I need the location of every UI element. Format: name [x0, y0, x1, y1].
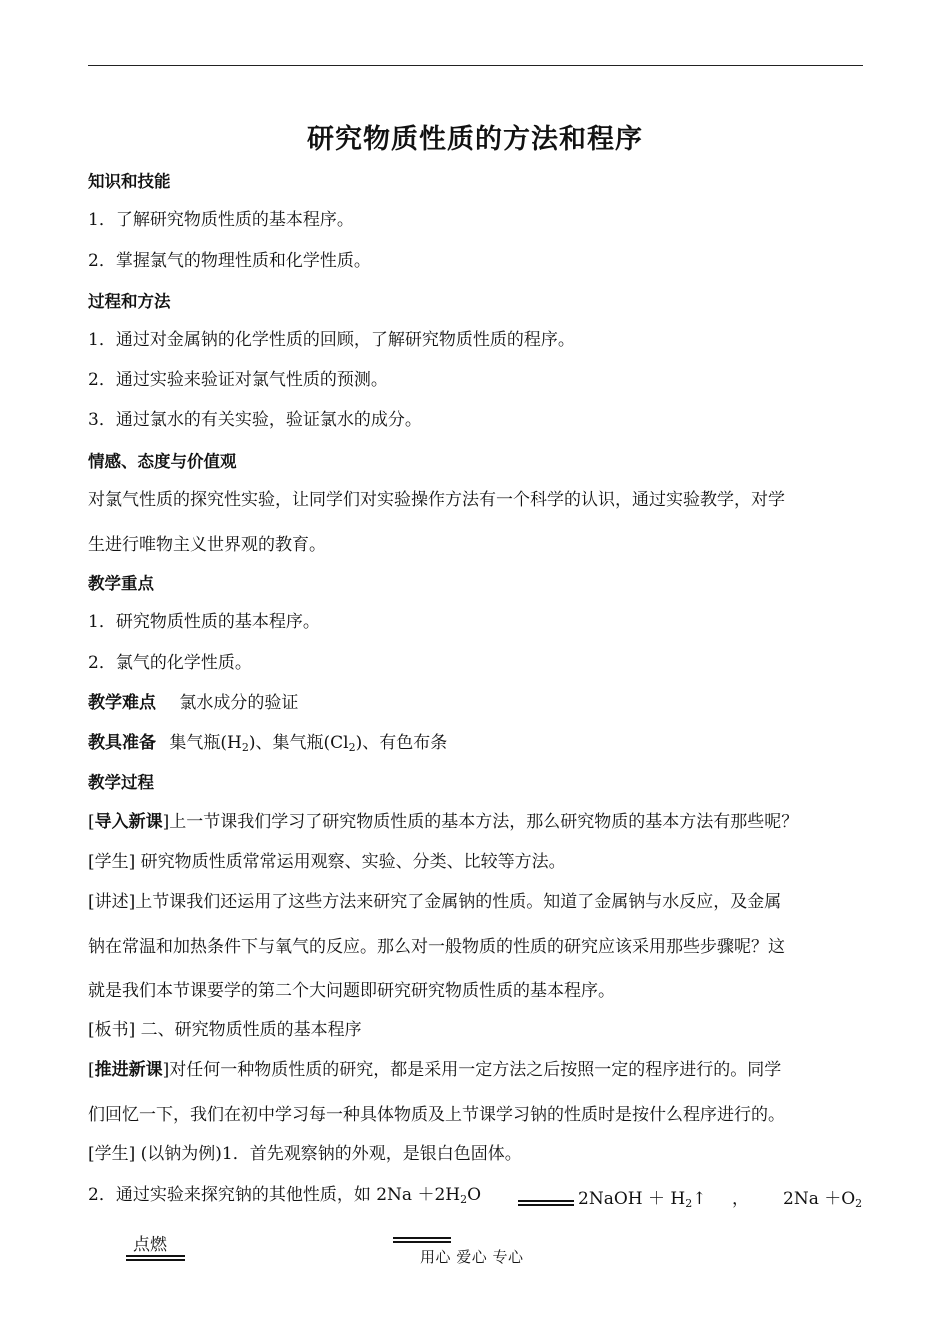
header-rule — [88, 65, 863, 66]
process-item: 2．通过实验来验证对氯气性质的预测。 — [88, 370, 388, 390]
equation-line: 2．通过实验来探究钠的其他性质，如 $2Na +2H_2O$ — [88, 1185, 482, 1206]
footer-text: 用心 爱心 专心 — [420, 1248, 524, 1266]
ignite-double-bar — [126, 1255, 185, 1261]
difficulty-text: 氯水成分的验证 — [179, 693, 299, 713]
equipment-text: 集气瓶$(H_2)$、集气瓶$(Cl_2)$、有色布条 — [169, 733, 448, 754]
equipment-label: 教具准备 — [88, 733, 156, 753]
footer-double-bar — [393, 1237, 451, 1243]
lecture-text: 钠在常温和加热条件下与氧气的反应。那么对一般物质的性质的研究应该采用那些步骤呢？这 — [88, 937, 785, 957]
advance-paragraph: [推进新课]对任何一种物质性质的研究，都是采用一定方法之后按照一定的程序进行的。同学 — [88, 1060, 782, 1080]
key-point-item: 2．氯气的化学性质。 — [88, 653, 252, 673]
page-title: 研究物质性质的方法和程序 — [307, 124, 643, 155]
intro-paragraph: [导入新课]上一节课我们学习了研究物质性质的基本方法，那么研究物质的基本方法有那些呢？ — [88, 812, 799, 832]
board-note: [板书] 二、研究物质性质的基本程序 — [88, 1020, 362, 1040]
process-item: 1．通过对金属钠的化学性质的回顾，了解研究物质性质的程序。 — [88, 330, 575, 350]
advance-label: 推进新课 — [94, 1060, 163, 1080]
lecture-text: 就是我们本节课要学的第二个大问题即研究研究物质性质的基本程序。 — [88, 981, 615, 1001]
section-heading-knowledge: 知识和技能 — [88, 172, 171, 191]
student-answer: [学生] 研究物质性质常常运用观察、实验、分类、比较等方法。 — [88, 852, 566, 872]
equation-sodium-oxygen: $2Na +O_2$ — [783, 1189, 863, 1210]
difficulty-row — [88, 692, 298, 714]
knowledge-item: 2．掌握氯气的物理性质和化学性质。 — [88, 251, 371, 271]
section-heading-key-points: 教学重点 — [88, 574, 154, 593]
ignite-condition: 点燃 — [133, 1235, 167, 1255]
knowledge-item: 1．了解研究物质性质的基本程序。 — [88, 210, 354, 230]
section-heading-emotion: 情感、态度与价值观 — [88, 452, 237, 471]
emotion-text: 对氯气性质的探究性实验，让同学们对实验操作方法有一个科学的认识，通过实验教学，对学 — [88, 490, 785, 510]
equation-comma: ， — [732, 1189, 749, 1209]
lecture-text: [讲述]上节课我们还运用了这些方法来研究了金属钠的性质。知道了金属钠与水反应，及金属 — [88, 892, 782, 912]
student-answer: [学生] (以钠为例)1．首先观察钠的外观，是银白色固体。 — [88, 1144, 522, 1164]
equipment-row — [88, 732, 447, 754]
section-heading-process: 过程和方法 — [88, 292, 171, 311]
key-point-item: 1．研究物质性质的基本程序。 — [88, 612, 320, 632]
equation-product: 2NaOH ＋ $H_2↑$ — [578, 1189, 707, 1210]
process-item: 3．通过氯水的有关实验，验证氯水的成分。 — [88, 410, 422, 430]
difficulty-label: 教学难点 — [88, 693, 156, 713]
reaction-double-bar — [518, 1200, 574, 1206]
intro-label: 导入新课 — [94, 812, 163, 832]
emotion-text: 生进行唯物主义世界观的教育。 — [88, 535, 326, 555]
section-heading-teaching-process: 教学过程 — [88, 773, 154, 792]
advance-text: 们回忆一下，我们在初中学习每一种具体物质及上节课学习钠的性质时是按什么程序进行的。 — [88, 1105, 785, 1125]
